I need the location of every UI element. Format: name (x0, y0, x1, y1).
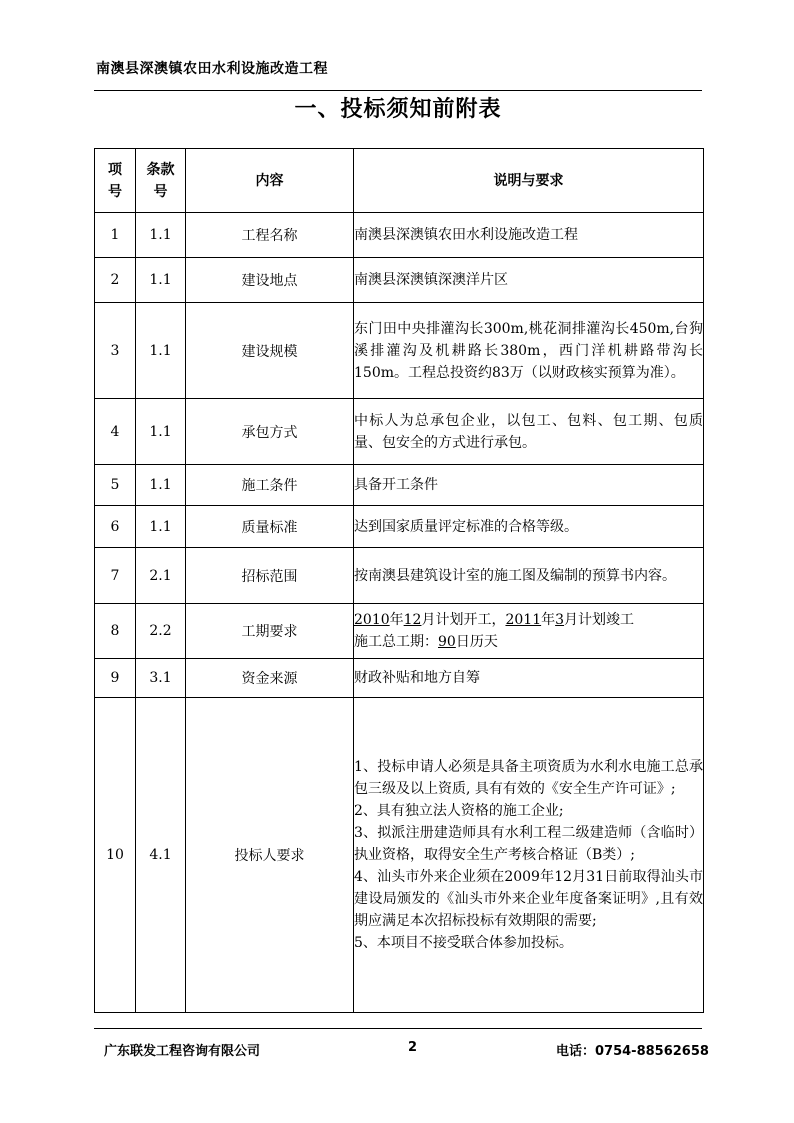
row-description-schedule (354, 604, 704, 659)
requirement-item: 1、投标申请人必须是具备主项资质为水利水电施工总承包三级及以上资质, 具有有效的《安全生产许可证》; (354, 759, 703, 797)
row-description: 达到国家质量评定标准的合格等级。 (354, 506, 704, 548)
bid-notice-table (94, 148, 704, 1013)
schedule-start-month: 12 (403, 612, 422, 628)
row-content: 建设规模 (186, 303, 354, 399)
requirement-item: 4、汕头市外来企业须在2009年12月31日前取得汕头市建设局颁发的《汕头市外来企业年度备案证明》,且有效期应满足本次招标投标有效期限的需要; (354, 869, 703, 929)
row-clause: 1.1 (136, 303, 186, 399)
table-row (95, 399, 704, 465)
table-row (95, 548, 704, 604)
table-row (95, 213, 704, 258)
table-row (95, 604, 704, 659)
row-no: 4 (95, 399, 136, 465)
requirement-item: 2、具有独立法人资格的施工企业; (354, 803, 564, 819)
row-description: 东门田中央排灌沟长300m,桃花洞排灌沟长450m,台狗溪排灌沟及机耕路长380m，西门洋机耕路带沟长150m。工程总投资约83万（以财政核实预算为准）。 (354, 303, 704, 399)
row-clause: 1.1 (136, 465, 186, 506)
row-clause: 3.1 (136, 659, 186, 698)
schedule-year-suffix: 年 (541, 612, 556, 628)
row-no: 1 (95, 213, 136, 258)
row-content: 工程名称 (186, 213, 354, 258)
schedule-end-text: 月计划竣工 (564, 612, 635, 628)
table-row (95, 506, 704, 548)
row-content: 招标范围 (186, 548, 354, 604)
row-no: 7 (95, 548, 136, 604)
row-no: 5 (95, 465, 136, 506)
footer-rule (94, 1028, 702, 1029)
row-description: 南澳县深澳镇深澳洋片区 (354, 258, 704, 303)
row-content: 投标人要求 (186, 698, 354, 1013)
table-row (95, 659, 704, 698)
header-content: 内容 (186, 149, 354, 213)
header-rule (94, 90, 702, 91)
row-clause: 1.1 (136, 258, 186, 303)
row-description: 中标人为总承包企业，以包工、包料、包工期、包质量、包安全的方式进行承包。 (354, 399, 704, 465)
row-clause: 2.1 (136, 548, 186, 604)
row-no: 9 (95, 659, 136, 698)
row-clause: 1.1 (136, 399, 186, 465)
schedule-start-text: 月计划开工， (421, 612, 506, 628)
table-row (95, 303, 704, 399)
row-no: 8 (95, 604, 136, 659)
schedule-year-suffix: 年 (389, 612, 404, 628)
row-no: 2 (95, 258, 136, 303)
schedule-end-month: 3 (555, 612, 565, 628)
row-description: 财政补贴和地方自筹 (354, 659, 704, 698)
footer-page-number: 2 (408, 1040, 418, 1055)
row-no: 3 (95, 303, 136, 399)
row-clause: 2.2 (136, 604, 186, 659)
schedule-duration-prefix: 施工总工期： (354, 634, 438, 650)
row-no: 10 (95, 698, 136, 1013)
schedule-duration-suffix: 日历天 (455, 634, 498, 650)
row-description: 具备开工条件 (354, 465, 704, 506)
row-description: 按南澳县建筑设计室的施工图及编制的预算书内容。 (354, 548, 704, 604)
table-row (95, 258, 704, 303)
row-content: 承包方式 (186, 399, 354, 465)
row-content: 质量标准 (186, 506, 354, 548)
row-description: 南澳县深澳镇农田水利设施改造工程 (354, 213, 704, 258)
page-title: 一、投标须知前附表 (294, 97, 502, 122)
footer-phone: 电话：0754-88562658 (556, 1044, 709, 1059)
header-item-no: 项 号 (95, 149, 136, 213)
row-description-requirements (354, 698, 704, 1013)
row-content: 施工条件 (186, 465, 354, 506)
row-content: 工期要求 (186, 604, 354, 659)
running-header-project-title: 南澳县深澳镇农田水利设施改造工程 (96, 61, 328, 77)
row-clause: 1.1 (136, 506, 186, 548)
footer-company: 广东联发工程咨询有限公司 (104, 1044, 261, 1059)
table-header-row (95, 149, 704, 213)
header-description: 说明与要求 (354, 149, 704, 213)
row-content: 建设地点 (186, 258, 354, 303)
row-content: 资金来源 (186, 659, 354, 698)
requirement-item: 3、拟派注册建造师具有水利工程二级建造师（含临时）执业资格，取得安全生产考核合格证（B类）; (354, 825, 703, 863)
header-clause-no: 条款 号 (136, 149, 186, 213)
row-clause: 1.1 (136, 213, 186, 258)
schedule-duration-days: 90 (438, 634, 456, 650)
table-row (95, 698, 704, 1013)
row-clause: 4.1 (136, 698, 186, 1013)
requirement-item: 5、本项目不接受联合体参加投标。 (354, 935, 573, 951)
schedule-start-year: 2010 (354, 612, 390, 628)
row-no: 6 (95, 506, 136, 548)
table-row (95, 465, 704, 506)
schedule-end-year: 2011 (505, 612, 542, 628)
